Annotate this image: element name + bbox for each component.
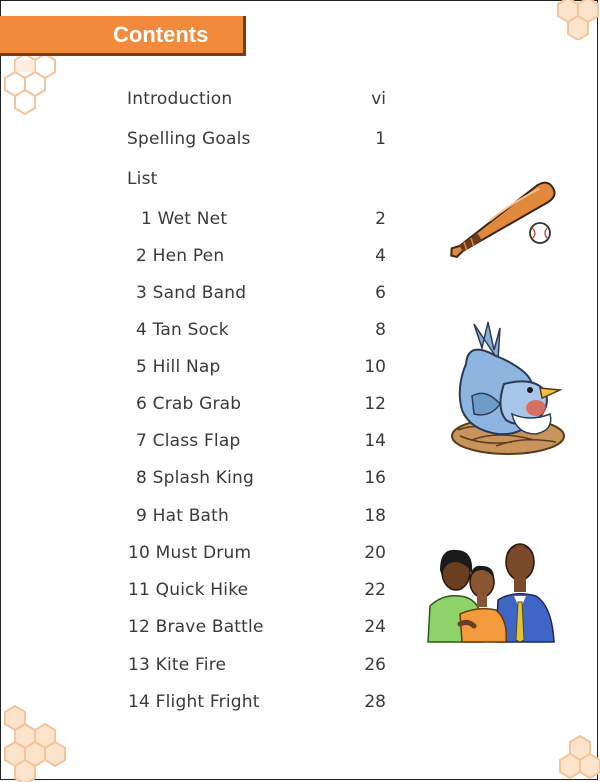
toc-entry-page: 12 [364, 394, 386, 414]
toc-entry-page: 10 [364, 357, 386, 377]
toc-entry-page: 6 [375, 283, 386, 303]
toc-entry-title: 13 Kite Fire [128, 655, 227, 675]
toc-row[interactable] [0, 129, 600, 153]
toc-entry-page: 18 [364, 506, 386, 526]
toc-entry-page: 22 [364, 580, 386, 600]
family-portrait-icon [426, 540, 556, 644]
toc-entry-title: 9 Hat Bath [136, 506, 230, 526]
toc-entry-page: 24 [364, 617, 386, 637]
page-title: Contents [113, 22, 209, 47]
toc-entry-title: 12 Brave Battle [128, 617, 264, 637]
toc-entry-page: 8 [375, 320, 386, 340]
toc-entry-page: vi [371, 89, 386, 109]
bluebird-in-nest-icon [438, 318, 574, 466]
toc-entry-title: 2 Hen Pen [136, 246, 225, 266]
toc-entry-title: 4 Tan Sock [136, 320, 229, 340]
toc-entry-title: 1 Wet Net [141, 209, 228, 229]
toc-entry-page: 28 [364, 692, 386, 712]
toc-row[interactable] [0, 655, 600, 679]
baseball-bat-and-ball-icon [432, 176, 568, 272]
toc-row[interactable] [0, 692, 600, 716]
toc-row[interactable] [0, 89, 600, 113]
toc-entry-title: 8 Splash King [136, 468, 255, 488]
toc-entry-title: 10 Must Drum [128, 543, 252, 563]
toc-entry-title: Spelling Goals [127, 129, 251, 149]
toc-entry-page: 16 [364, 468, 386, 488]
toc-row[interactable] [0, 468, 600, 492]
toc-entry-title: 11 Quick Hike [128, 580, 249, 600]
toc-entry-title: 14 Flight Fright [128, 692, 260, 712]
toc-entry-page: 14 [364, 431, 386, 451]
toc-entry-page: 26 [364, 655, 386, 675]
toc-entry-page: 20 [364, 543, 386, 563]
toc-entry-title: Introduction [127, 89, 233, 109]
toc-entry-page: 4 [375, 246, 386, 266]
toc-entry-title: 5 Hill Nap [136, 357, 221, 377]
toc-entry-page: 1 [375, 129, 386, 149]
toc-entry-title: 6 Crab Grab [136, 394, 242, 414]
toc-entry-title: 7 Class Flap [136, 431, 241, 451]
toc-row[interactable] [0, 506, 600, 530]
toc-entry-page: 2 [375, 209, 386, 229]
toc-row[interactable] [0, 283, 600, 307]
toc-section-heading: List [127, 169, 158, 189]
toc-entry-title: 3 Sand Band [136, 283, 247, 303]
